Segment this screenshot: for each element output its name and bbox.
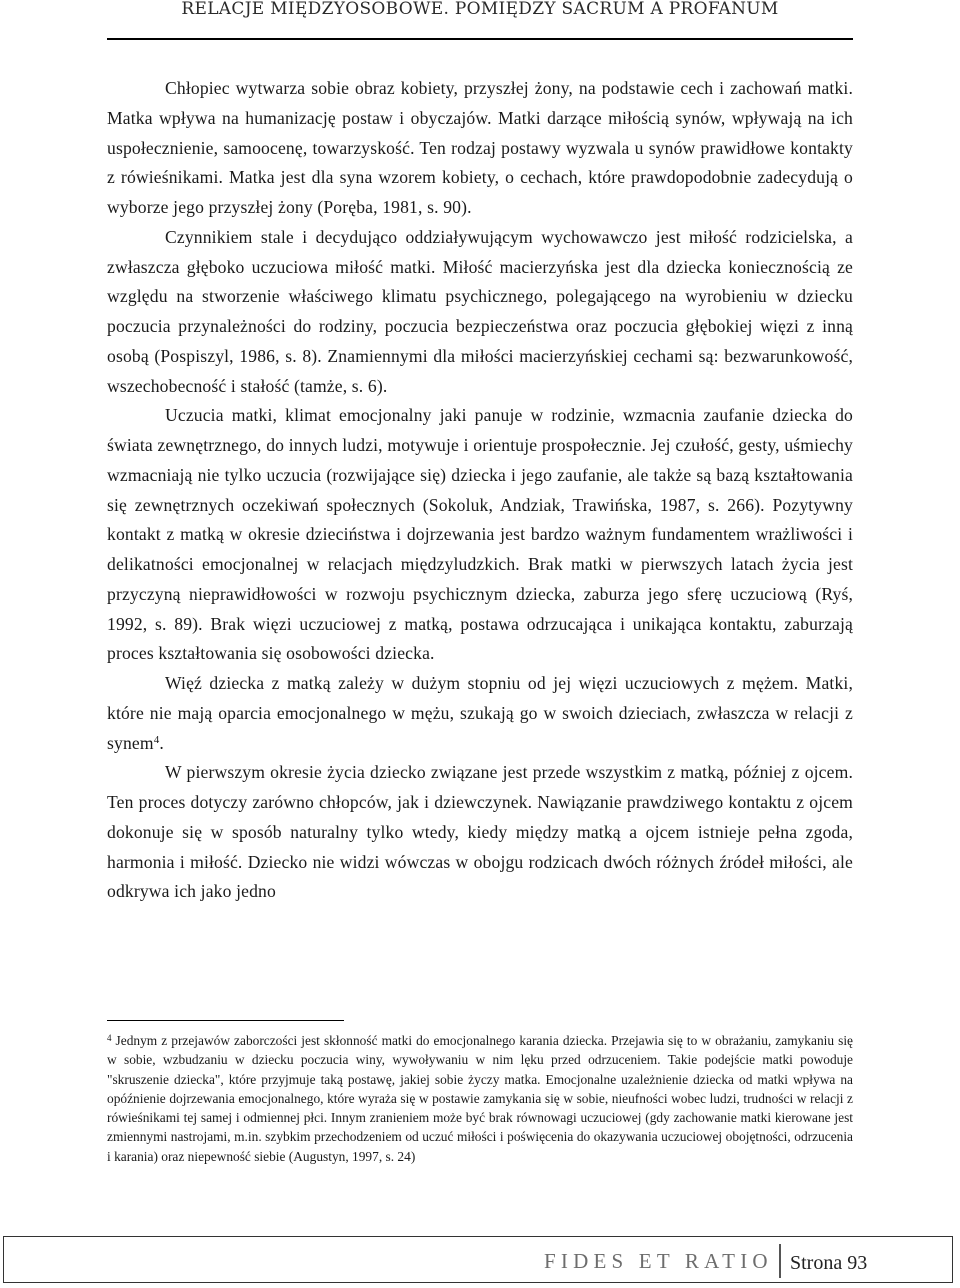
paragraph-4-text: Więź dziecka z matką zależy w dużym stopniu od jej więzi uczuciowych z mężem. Matki, które nie mają oparcia emocjonalnego w mężu, szukają go w swoich dzieciach, zwłaszcza w relacji z synem (107, 673, 853, 753)
paragraph-5: W pierwszym okresie życia dziecko związane jest przede wszystkim z matką, później z ojcem. Ten proces dotyczy zarówno chłopców, jak i dziewczynek. Nawiązanie prawdziwego kontaktu z ojcem dokonuje się w sposób naturalny tylko wtedy, kiedy między matką a ojcem istnieje pełna zgoda, harmonia i miłość. Dziecko nie widzi wówczas w obojgu rodzicach dwóch różnych źródeł miłości, ale odkrywa ich jako jedno (107, 762, 853, 902)
footer-brand: FIDES ET RATIO (544, 1249, 773, 1273)
paragraph-2: Czynnikiem stale i decydująco oddziaływującym wychowawczo jest miłość rodzicielska, a zwłaszcza głęboko uczuciowa miłość matki. Miłość macierzyńska jest dla dziecka koniecznością ze względu na stworzenie właściwego klimatu psychicznego, polegającego na wyrobieniu w dziecku poczucia przynależności do rodziny, poczucia bezpieczeństwa oraz poczucia głębokiej więzi z inną osobą (Pospiszyl, 1986, s. 8). Znamiennymi dla miłości macierzyńskiej cechami są: bezwarunkowość, wszechobecność i stałość (tamże, s. 6). (107, 226, 853, 396)
running-title: RELACJE MIĘDZYOSOBOWE. POMIĘDZY SACRUM A PROFANUM (181, 0, 779, 19)
paragraph-1: Chłopiec wytwarza sobie obraz kobiety, przyszłej żony, na podstawie cech i zachowań matki. Matka wpływa na humanizację postaw i obyczajów. Matki darzące miłością synów, wpływają na ich uspołecznienie, samoocenę, towarzyskość. Ten rodzaj postawy wyzwala u synów prawidłowe kontakty z rówieśnikami. Matka jest dla syna wzorem kobiety, o cechach, które prawdopodobnie zadecydują o wyborze jego przyszłej żony (Poręba, 1981, s. 90). (107, 78, 853, 217)
footer-separator (779, 1244, 781, 1278)
page-number: Strona 93 (790, 1252, 868, 1274)
footnote-ref-4[interactable]: 4 (153, 733, 160, 746)
paragraph-4 (107, 669, 853, 758)
footnote-rule (107, 1020, 344, 1021)
main-text (107, 74, 853, 907)
header-rule (107, 38, 853, 40)
footnote-text: Jednym z przejawów zaborczości jest skłonność matki do emocjonalnego karania dziecka. Przejawia się to w obrażaniu, zamykaniu się w sobie, wzbudzaniu w dziecku poczucia winy, wywoływaniu w nim lęku przed odrzuceniem. Takie podejście matki powoduje "skruszenie dziecka", które przyjmuje taką postawę, jakiej sobie życzy matka. Emocjonalne uzależnienie dziecka od matki wpływa na opóźnienie dojrzewania emocjonalnego, które wyraża się w postawie zamykania się w sobie, nieufności wobec ludzi, trudności w relacji z rówieśnikami tej samej i odmiennej płci. Innym zranieniem może być brak równowagi uczuciowej (gdy zachowanie matki kierowane jest zmiennymi nastrojami, m.in. szybkim przechodzeniem od uczuć miłości i poświęcenia do okazywania uczuciowej obojętności, odrzucenia i karania) oraz niepewność siebie (Augustyn, 1997, s. 24) (107, 1033, 853, 1164)
paragraph-4-end: . (159, 732, 164, 753)
footnote-marker: 4 (107, 1033, 112, 1043)
footnote (107, 1031, 853, 1166)
paragraph-3: Uczucia matki, klimat emocjonalny jaki panuje w rodzinie, wzmacnia zaufanie dziecka do świata zewnętrznego, do innych ludzi, motywuje i orientuje prospołecznie. Jej czułość, gesty, uśmiechy wzmacniają nie tylko uczucia (rozwijające się) dziecka i jego zaufanie, ale także są bazą kształtowania się zewnętrznych oczekiwań społecznych (Sokoluk, Andziak, Trawińska, 1987, s. 266). Pozytywny kontakt z matką w okresie dzieciństwa i dojrzewania jest bardzo ważnym fundamentem wrażliwości i delikatności emocjonalnej w relacjach międzyludzkich. Brak matki w pierwszych latach życia jest przyczyną nieprawidłowości w rozwoju psychicznym dziecka, zaburza jego sferę uczuciową (Ryś, 1992, s. 89). Brak więzi uczuciowej z matką, postawa odrzucająca i unikająca kontaktu, zaburzają proces kształtowania się osobowości dziecka. (107, 405, 853, 664)
